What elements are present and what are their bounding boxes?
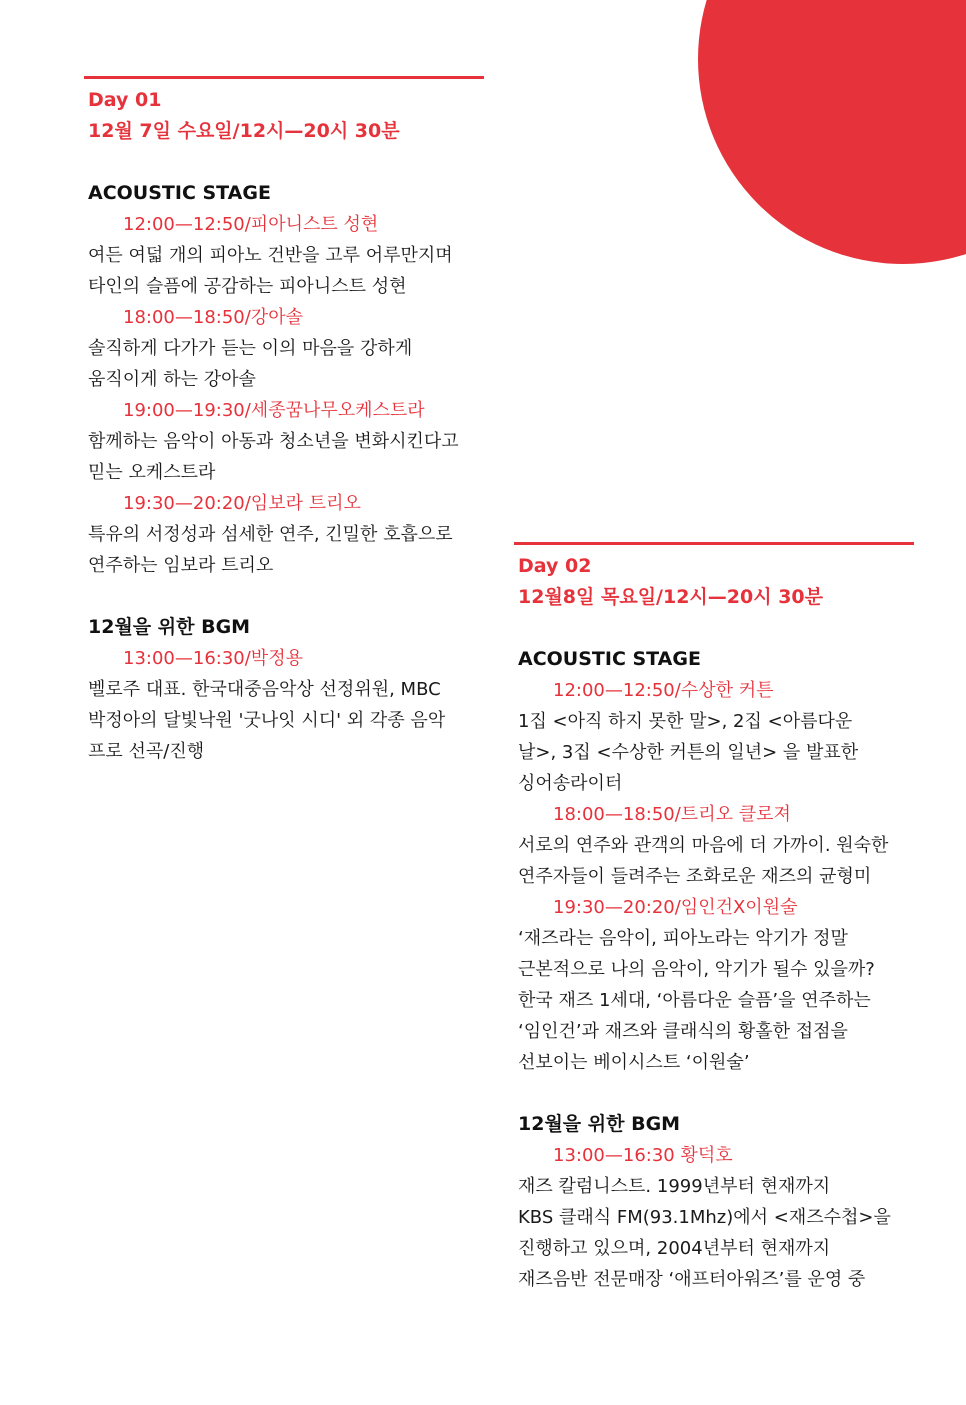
schedule-item — [88, 302, 488, 395]
day1-column — [88, 76, 488, 767]
time-slot: 13:00—16:30/박정용 — [123, 648, 303, 669]
schedule-item — [518, 892, 918, 1078]
description-line: 재즈음반 전문매장 ‘애프터아워즈’를 운영 중 — [518, 1269, 866, 1290]
description-line: 여든 여덟 개의 피아노 건반을 고루 어루만지며 — [88, 245, 453, 266]
time-slot: 19:30—20:20/임보라 트리오 — [123, 493, 361, 514]
description-line: ‘임인건’과 재즈와 클래식의 황홀한 접점을 — [518, 1021, 848, 1042]
decorative-red-circle — [698, 0, 966, 264]
day2-date: 12월8일 목요일/12시—20시 30분 — [518, 586, 823, 608]
description-line: 서로의 연주와 관객의 마음에 더 가까이. 원숙한 — [518, 835, 889, 856]
description-line: 믿는 오케스트라 — [88, 462, 216, 483]
day2-bgm-list — [518, 1140, 918, 1295]
day1-bgm-list — [88, 643, 488, 767]
time-slot: 19:00—19:30/세종꿈나무오케스트라 — [123, 400, 425, 421]
description-line: 싱어송라이터 — [518, 773, 623, 794]
day1-acoustic-list — [88, 209, 488, 581]
description-line: KBS 클래식 FM(93.1Mhz)에서 <재즈수첩>을 — [518, 1207, 891, 1228]
day2-acoustic-title: ACOUSTIC STAGE — [518, 648, 701, 670]
day2-acoustic-list — [518, 675, 918, 1078]
time-slot: 18:00—18:50/강아솔 — [123, 307, 303, 328]
time-slot: 18:00—18:50/트리오 클로져 — [553, 804, 791, 825]
schedule-item — [88, 643, 488, 767]
description-line: 프로 선곡/진행 — [88, 741, 205, 762]
day2-bgm-title: 12월을 위한 BGM — [518, 1113, 681, 1135]
time-slot: 12:00—12:50/수상한 커튼 — [553, 680, 774, 701]
description-line: 솔직하게 다가가 듣는 이의 마음을 강하게 — [88, 338, 413, 359]
day1-date: 12월 7일 수요일/12시—20시 30분 — [88, 120, 400, 142]
day2-divider — [514, 542, 914, 545]
description-line: 연주하는 임보라 트리오 — [88, 555, 274, 576]
schedule-item — [518, 1140, 918, 1295]
description-line: 진행하고 있으며, 2004년부터 현재까지 — [518, 1238, 831, 1259]
description-line: 움직이게 하는 강아솔 — [88, 369, 256, 390]
description-line: 근본적으로 나의 음악이, 악기가 될수 있을까? — [518, 959, 875, 980]
schedule-item — [88, 395, 488, 488]
time-slot: 13:00—16:30 황덕호 — [553, 1145, 733, 1166]
schedule-item — [518, 675, 918, 799]
day1-acoustic-title: ACOUSTIC STAGE — [88, 182, 271, 204]
description-line: 벨로주 대표. 한국대중음악상 선정위원, MBC — [88, 679, 441, 700]
time-slot: 12:00—12:50/피아니스트 성현 — [123, 214, 379, 235]
description-line: 함께하는 음악이 아동과 청소년을 변화시킨다고 — [88, 431, 459, 452]
description-line: 연주자들이 들려주는 조화로운 재즈의 균형미 — [518, 866, 872, 887]
description-line: 재즈 칼럼니스트. 1999년부터 현재까지 — [518, 1176, 831, 1197]
time-slot: 19:30—20:20/임인건X이원술 — [553, 897, 798, 918]
schedule-item — [88, 488, 488, 581]
schedule-item — [88, 209, 488, 302]
day1-divider — [84, 76, 484, 79]
description-line: 타인의 슬픔에 공감하는 피아니스트 성현 — [88, 276, 407, 297]
day2-label: Day 02 — [518, 555, 592, 577]
description-line: 한국 재즈 1세대, ‘아름다운 슬픔’을 연주하는 — [518, 990, 871, 1011]
description-line: 박정아의 달빛낙원 '굿나잇 시디' 외 각종 음악 — [88, 710, 446, 731]
description-line: 특유의 서정성과 섬세한 연주, 긴밀한 호흡으로 — [88, 524, 453, 545]
schedule-item — [518, 799, 918, 892]
day1-label: Day 01 — [88, 89, 162, 111]
day1-bgm-title: 12월을 위한 BGM — [88, 616, 251, 638]
description-line: 1집 <아직 하지 못한 말>, 2집 <아름다운 — [518, 711, 853, 732]
day2-column — [518, 542, 918, 1295]
description-line: ‘재즈라는 음악이, 피아노라는 악기가 정말 — [518, 928, 848, 949]
description-line: 날>, 3집 <수상한 커튼의 일년> 을 발표한 — [518, 742, 859, 763]
description-line: 선보이는 베이시스트 ‘이원술’ — [518, 1052, 750, 1073]
